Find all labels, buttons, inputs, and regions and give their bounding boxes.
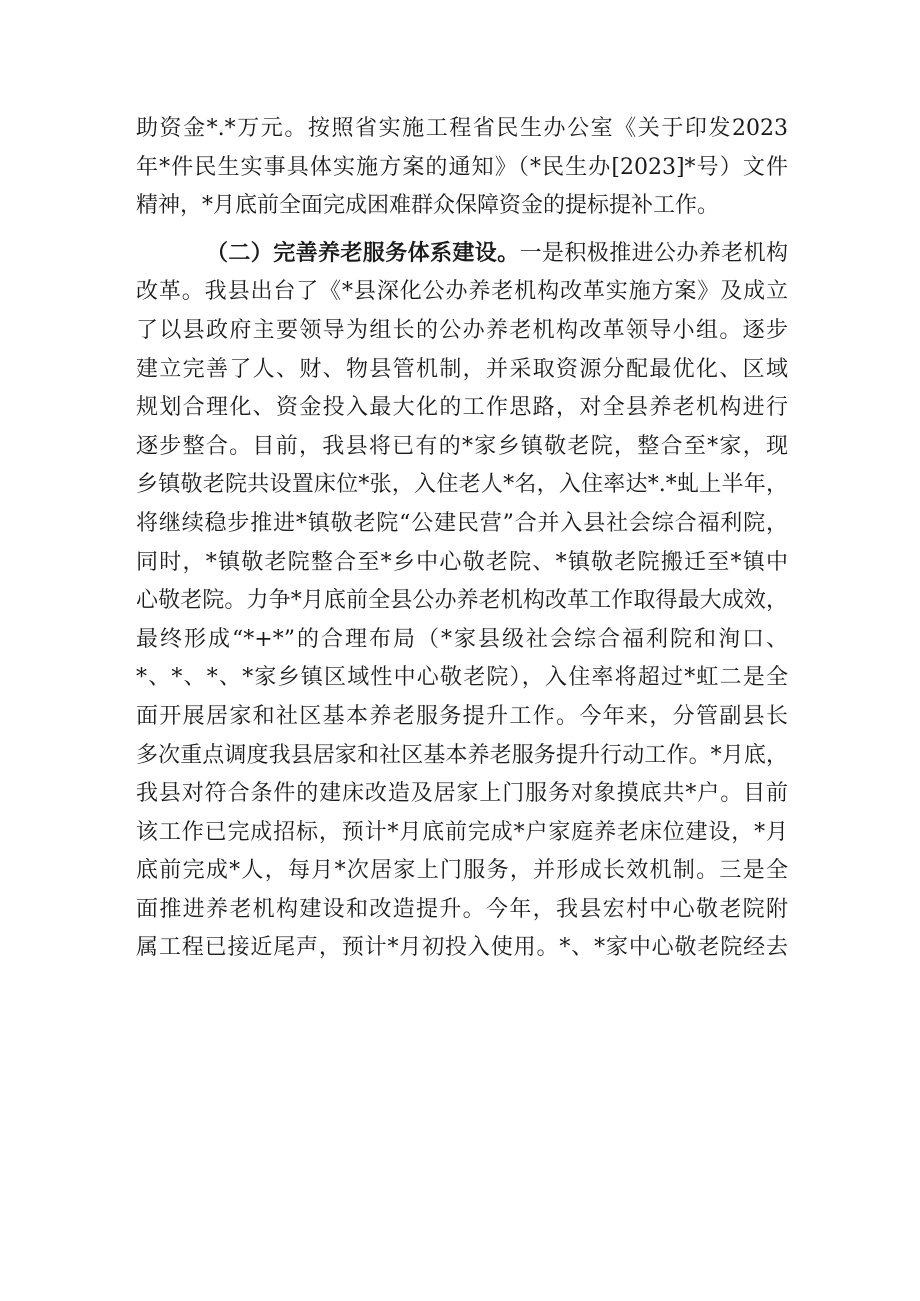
text-line: 改革。我县出台了《*县深化公办养老机构改革实施方案》及成立 [136, 279, 788, 305]
text-line: 面推进养老机构建设和改造提升。今年，我县宏村中心敬老院附 [136, 896, 788, 922]
text-line: 建立完善了人、财、物县管机制，并采取资源分配最优化、区域 [136, 356, 788, 382]
text-line: 规划合理化、资金投入最大化的工作思路，对全县养老机构进行 [136, 395, 788, 421]
text-line: 乡镇敬老院共设置床位*张，入住老人*名，入住率达*.*虬上半年， [136, 472, 788, 498]
text-line: 属工程已接近尾声，预计*月初投入使用。*、*家中心敬老院经去 [136, 935, 788, 961]
text-line: 同时，*镇敬老院整合至*乡中心敬老院、*镇敬老院搬迁至*镇中 [136, 549, 788, 575]
text-line: 最终形成“*+*”的合理布局（*家县级社会综合福利院和洵口、 [136, 626, 788, 652]
text-line: 精神，*月底前全面完成困难群众保障资金的提标提补工作。 [136, 193, 720, 219]
text-line: 多次重点调度我县居家和社区基本养老服务提升行动工作。*月底， [136, 742, 788, 768]
paragraph-gap [136, 226, 788, 234]
text-line: 了以县政府主要领导为组长的公办养老机构改革领导小组。逐步 [136, 317, 788, 343]
text-line: 将继续稳步推进*镇敬老院“公建民营”合并入县社会综合福利院， [136, 510, 788, 536]
text-line: 年*件民生实事具体实施方案的通知》（*民生办[2023]*号）文件 [136, 154, 788, 180]
text-line: 助资金*.*万元。按照省实施工程省民生办公室《关于印发2023 [136, 116, 788, 141]
text-line: 逐步整合。目前，我县将已有的*家乡镇敬老院，整合至*家，现 [136, 433, 788, 459]
text-line: 我县对符合条件的建床改造及居家上门服务对象摸底共*户。目前 [136, 781, 788, 807]
text-line: 底前完成*人，每月*次居家上门服务，并形成长效机制。三是全 [136, 858, 788, 884]
text-line: *、*、*、*家乡镇区域性中心敬老院），入住率将超过*虹二是全 [136, 665, 788, 691]
text-line: 心敬老院。力争*月底前全县公办养老机构改革工作取得最大成效， [136, 588, 788, 614]
document-body [136, 110, 788, 968]
text-line: 面开展居家和社区基本养老服务提升工作。今年来，分管副县长 [136, 703, 788, 729]
paragraph-first-line [136, 234, 788, 274]
section-heading: （二）完善养老服务体系建设。 [206, 239, 520, 266]
paragraph-1 [136, 110, 788, 226]
paragraph-2 [136, 234, 788, 968]
text-line: 该工作已完成招标，预计*月底前完成*户家庭养老床位建设，*月 [136, 819, 788, 845]
text-span: 一是积极推进公办养老机构 [519, 240, 788, 266]
